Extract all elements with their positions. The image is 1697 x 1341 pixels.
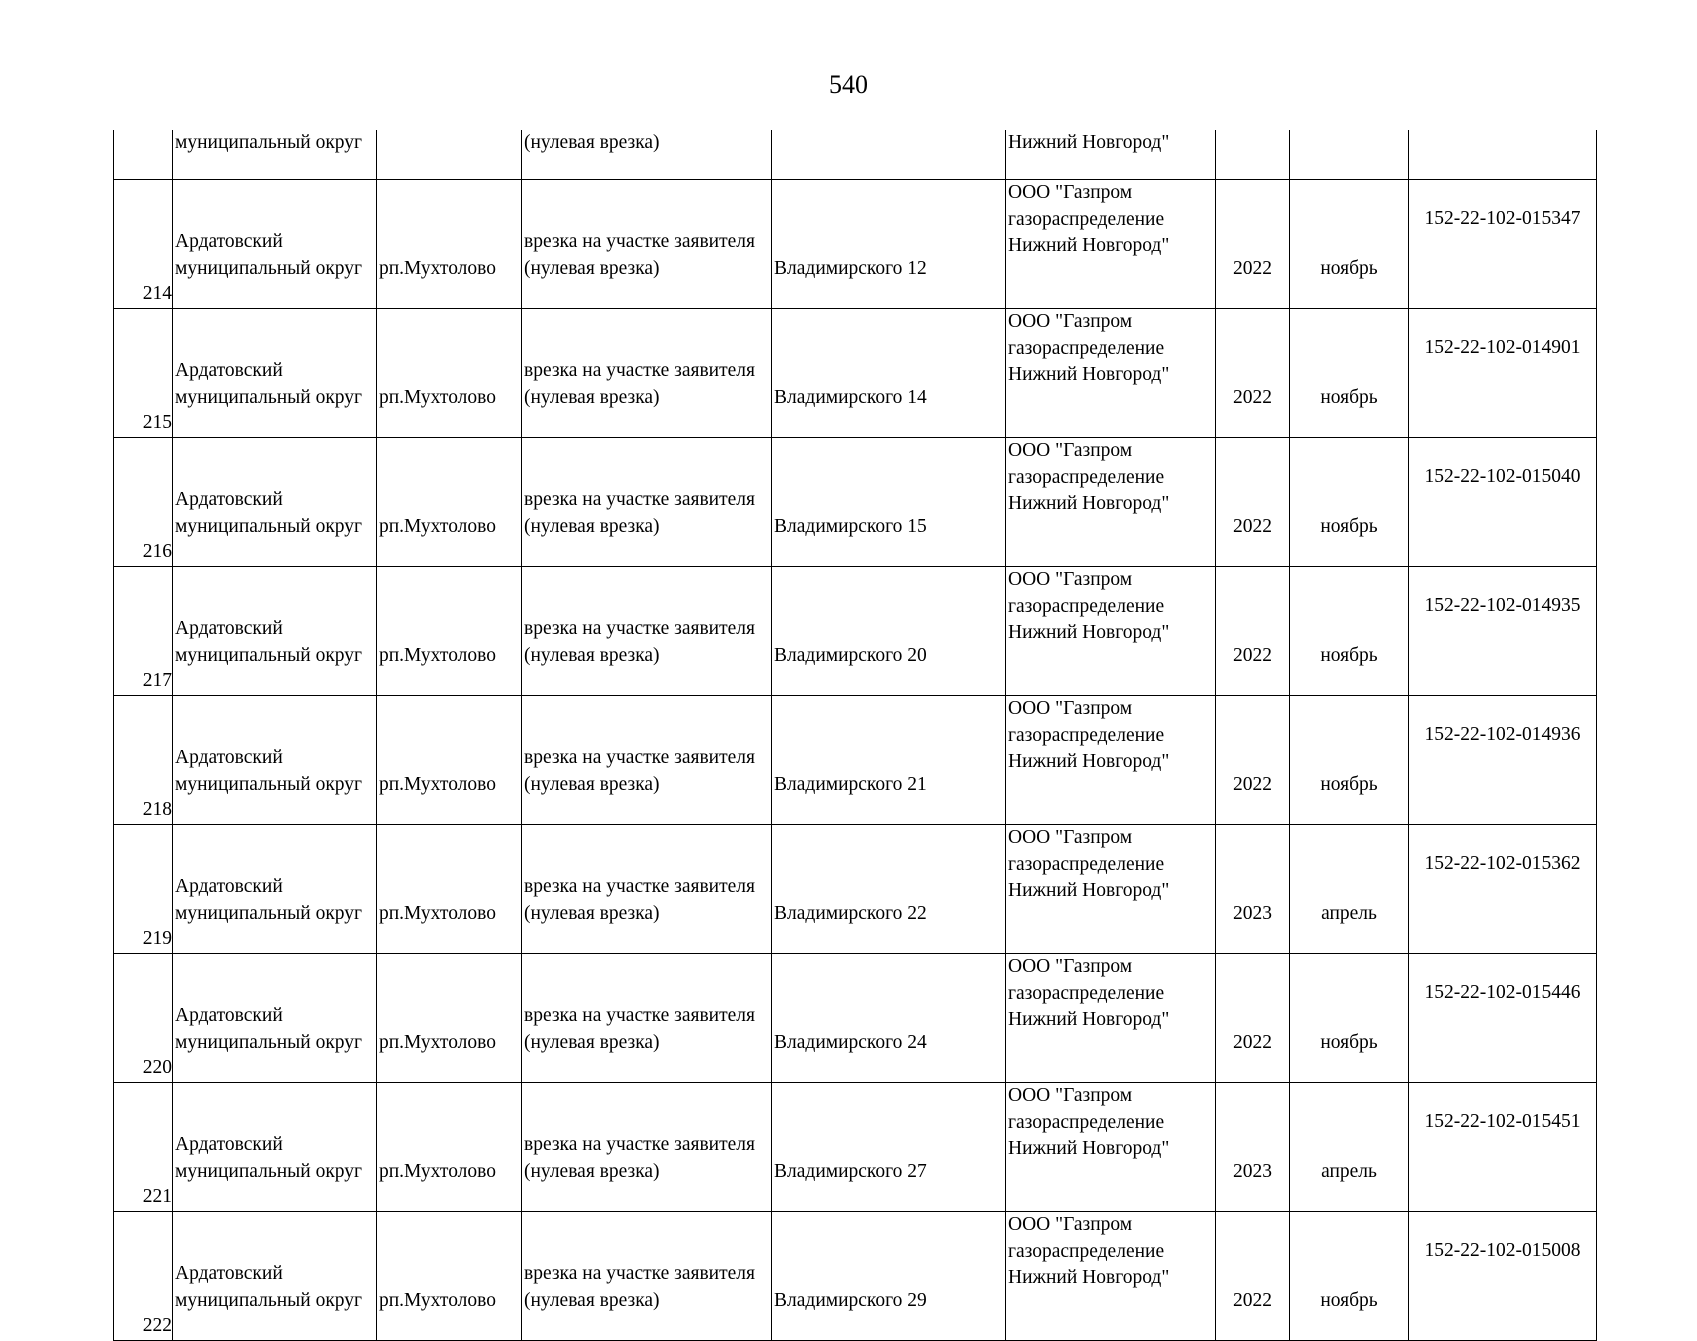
cell-code: 152-22-102-015446 <box>1409 954 1597 1083</box>
cell-connection: врезка на участке заявителя (нулевая врезка) <box>522 180 772 309</box>
page-number: 540 <box>829 70 868 99</box>
cell-num: 217 <box>114 567 173 696</box>
cell-connection: врезка на участке заявителя (нулевая врезка) <box>522 954 772 1083</box>
table-body <box>114 130 1597 1341</box>
table-row <box>114 1212 1597 1341</box>
cell-connection: (нулевая врезка) <box>522 130 772 180</box>
cell-code: 152-22-102-015347 <box>1409 180 1597 309</box>
cell-month: ноябрь <box>1290 1212 1409 1341</box>
cell-organization: ООО "Газпром газораспределение Нижний Новгород" <box>1006 1212 1216 1341</box>
cell-num: 221 <box>114 1083 173 1212</box>
cell-connection: врезка на участке заявителя (нулевая врезка) <box>522 1083 772 1212</box>
cell-year: 2022 <box>1216 309 1290 438</box>
cell-connection: врезка на участке заявителя (нулевая врезка) <box>522 567 772 696</box>
cell-district: Ардатовский муниципальный округ <box>173 180 377 309</box>
cell-district: Ардатовский муниципальный округ <box>173 696 377 825</box>
cell-district: Ардатовский муниципальный округ <box>173 954 377 1083</box>
cell-settlement: рп.Мухтолово <box>377 1083 522 1212</box>
cell-organization: ООО "Газпром газораспределение Нижний Новгород" <box>1006 696 1216 825</box>
cell-year: 2022 <box>1216 567 1290 696</box>
cell-month: ноябрь <box>1290 180 1409 309</box>
cell-code: 152-22-102-015451 <box>1409 1083 1597 1212</box>
cell-district: Ардатовский муниципальный округ <box>173 825 377 954</box>
cell-num: 215 <box>114 309 173 438</box>
cell-code: 152-22-102-015008 <box>1409 1212 1597 1341</box>
cell-year: 2022 <box>1216 954 1290 1083</box>
cell-connection: врезка на участке заявителя (нулевая врезка) <box>522 1212 772 1341</box>
cell-settlement: рп.Мухтолово <box>377 954 522 1083</box>
cell-address: Владимирского 14 <box>772 309 1006 438</box>
cell-year: 2022 <box>1216 696 1290 825</box>
cell-month <box>1290 130 1409 180</box>
cell-settlement: рп.Мухтолово <box>377 309 522 438</box>
cell-organization: ООО "Газпром газораспределение Нижний Новгород" <box>1006 1083 1216 1212</box>
cell-num: 219 <box>114 825 173 954</box>
cell-year <box>1216 130 1290 180</box>
cell-month: ноябрь <box>1290 954 1409 1083</box>
table-row <box>114 1083 1597 1212</box>
cell-num: 216 <box>114 438 173 567</box>
cell-organization: Нижний Новгород" <box>1006 130 1216 180</box>
cell-organization: ООО "Газпром газораспределение Нижний Новгород" <box>1006 180 1216 309</box>
cell-month: ноябрь <box>1290 696 1409 825</box>
cell-connection: врезка на участке заявителя (нулевая врезка) <box>522 825 772 954</box>
cell-settlement <box>377 130 522 180</box>
cell-district: муниципальный округ <box>173 130 377 180</box>
cell-organization: ООО "Газпром газораспределение Нижний Новгород" <box>1006 309 1216 438</box>
cell-district: Ардатовский муниципальный округ <box>173 1083 377 1212</box>
table-row <box>114 180 1597 309</box>
cell-settlement: рп.Мухтолово <box>377 825 522 954</box>
cell-month: апрель <box>1290 1083 1409 1212</box>
cell-code: 152-22-102-015040 <box>1409 438 1597 567</box>
table-row <box>114 567 1597 696</box>
cell-year: 2022 <box>1216 180 1290 309</box>
cell-settlement: рп.Мухтолово <box>377 438 522 567</box>
cell-month: апрель <box>1290 825 1409 954</box>
cell-address: Владимирского 15 <box>772 438 1006 567</box>
cell-connection: врезка на участке заявителя (нулевая врезка) <box>522 696 772 825</box>
cell-month: ноябрь <box>1290 567 1409 696</box>
cell-num: 220 <box>114 954 173 1083</box>
cell-organization: ООО "Газпром газораспределение Нижний Новгород" <box>1006 438 1216 567</box>
cell-code: 152-22-102-014901 <box>1409 309 1597 438</box>
table-row <box>114 309 1597 438</box>
cell-district: Ардатовский муниципальный округ <box>173 1212 377 1341</box>
cell-district: Ардатовский муниципальный округ <box>173 309 377 438</box>
cell-num: 214 <box>114 180 173 309</box>
cell-address <box>772 130 1006 180</box>
table-row <box>114 696 1597 825</box>
cell-address: Владимирского 20 <box>772 567 1006 696</box>
cell-year: 2023 <box>1216 1083 1290 1212</box>
cell-organization: ООО "Газпром газораспределение Нижний Новгород" <box>1006 954 1216 1083</box>
cell-address: Владимирского 12 <box>772 180 1006 309</box>
cell-month: ноябрь <box>1290 438 1409 567</box>
cell-num: 222 <box>114 1212 173 1341</box>
cell-num: 218 <box>114 696 173 825</box>
cell-organization: ООО "Газпром газораспределение Нижний Новгород" <box>1006 567 1216 696</box>
cell-address: Владимирского 24 <box>772 954 1006 1083</box>
cell-code <box>1409 130 1597 180</box>
cell-organization: ООО "Газпром газораспределение Нижний Новгород" <box>1006 825 1216 954</box>
cell-code: 152-22-102-014935 <box>1409 567 1597 696</box>
cell-address: Владимирского 22 <box>772 825 1006 954</box>
registry-table <box>113 130 1597 1341</box>
cell-address: Владимирского 27 <box>772 1083 1006 1212</box>
cell-settlement: рп.Мухтолово <box>377 1212 522 1341</box>
cell-settlement: рп.Мухтолово <box>377 696 522 825</box>
cell-year: 2022 <box>1216 438 1290 567</box>
cell-address: Владимирского 29 <box>772 1212 1006 1341</box>
cell-connection: врезка на участке заявителя (нулевая врезка) <box>522 438 772 567</box>
cell-month: ноябрь <box>1290 309 1409 438</box>
cell-district: Ардатовский муниципальный округ <box>173 438 377 567</box>
cell-district: Ардатовский муниципальный округ <box>173 567 377 696</box>
cell-code: 152-22-102-014936 <box>1409 696 1597 825</box>
table-row-continuation <box>114 130 1597 180</box>
table-row <box>114 954 1597 1083</box>
cell-year: 2023 <box>1216 825 1290 954</box>
cell-num <box>114 130 173 180</box>
table-row <box>114 438 1597 567</box>
table-row <box>114 825 1597 954</box>
cell-connection: врезка на участке заявителя (нулевая врезка) <box>522 309 772 438</box>
cell-year: 2022 <box>1216 1212 1290 1341</box>
cell-settlement: рп.Мухтолово <box>377 567 522 696</box>
cell-address: Владимирского 21 <box>772 696 1006 825</box>
cell-settlement: рп.Мухтолово <box>377 180 522 309</box>
cell-code: 152-22-102-015362 <box>1409 825 1597 954</box>
